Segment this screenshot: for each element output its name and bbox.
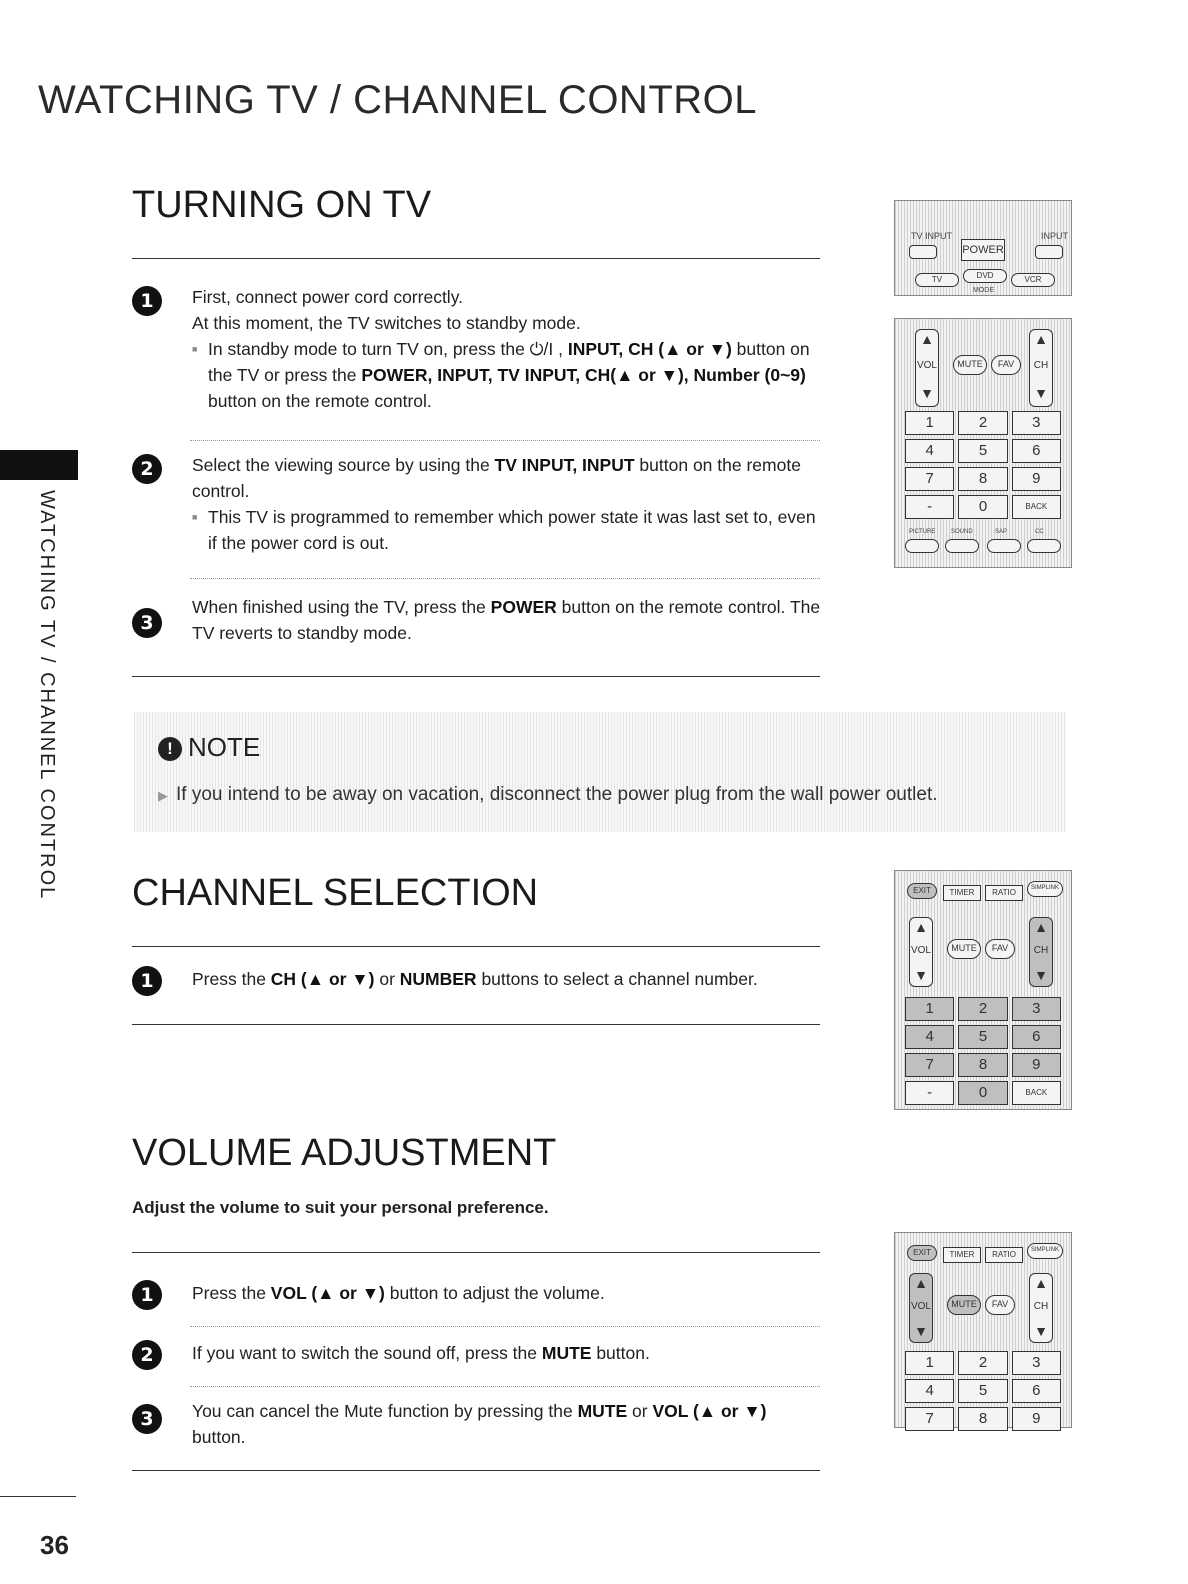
picture-button xyxy=(905,539,939,553)
sap-button xyxy=(987,539,1021,553)
note-heading: ! NOTE xyxy=(158,732,260,763)
ratio-button: RATIO xyxy=(985,885,1023,901)
remote-illustration-top: TV INPUT INPUT POWER TV DVD VCR MODE xyxy=(894,200,1072,296)
dotted-divider xyxy=(190,1326,820,1327)
channel-selection-title: CHANNEL SELECTION xyxy=(132,872,539,914)
step-number: 2 xyxy=(132,1340,162,1370)
volume-subtitle: Adjust the volume to suit your personal preference. xyxy=(132,1198,549,1217)
vol-rocker: ▲ VOL ▼ xyxy=(909,1273,933,1343)
dotted-divider xyxy=(190,440,820,441)
mute-button: MUTE xyxy=(953,355,987,375)
step-text: When finished using the TV, press the POWER button on the remote control. The TV reverts to standby mode. xyxy=(192,597,821,643)
step-text: Press the VOL (▲ or ▼) button to adjust the volume. xyxy=(192,1283,605,1303)
dvd-mode-button: DVD xyxy=(963,269,1007,283)
turning-on-title: TURNING ON TV xyxy=(132,184,432,226)
tv-input-button xyxy=(909,245,937,259)
divider xyxy=(132,258,820,259)
timer-button: TIMER xyxy=(943,1247,981,1263)
step-number: 3 xyxy=(132,608,162,638)
tv-mode-button: TV xyxy=(915,273,959,287)
power-symbol-icon: ⏻ xyxy=(529,339,544,359)
vol-rocker: ▲ VOL ▼ xyxy=(909,917,933,987)
power-button: POWER xyxy=(961,239,1005,261)
cc-button xyxy=(1027,539,1061,553)
dotted-divider xyxy=(190,1386,820,1387)
step-text: First, connect power cord correctly. xyxy=(192,287,464,307)
simplink-button: SIMPLINK xyxy=(1027,1243,1063,1259)
step-number: 1 xyxy=(132,966,162,996)
input-button xyxy=(1035,245,1063,259)
note-text: ▶ If you intend to be away on vacation, disconnect the power plug from the wall power outlet. xyxy=(158,784,938,806)
step-text: Select the viewing source by using the TV INPUT, INPUT button on the remote control. xyxy=(192,455,801,501)
ratio-button: RATIO xyxy=(985,1247,1023,1263)
side-tab xyxy=(35,490,65,901)
dotted-divider xyxy=(190,578,820,579)
fav-button: FAV xyxy=(991,355,1021,375)
number-keypad: 1 2 3 4 5 6 7 8 9 - 0 BACK xyxy=(905,411,1061,519)
exclamation-icon: ! xyxy=(158,737,182,761)
step-text: Press the CH (▲ or ▼) or NUMBER buttons to select a channel number. xyxy=(192,969,758,989)
ch-rocker: ▲ CH ▼ xyxy=(1029,329,1053,407)
step-number: 3 xyxy=(132,1404,162,1434)
page-title: WATCHING TV / CHANNEL CONTROL xyxy=(38,78,757,122)
vol-rocker: ▲ VOL ▼ xyxy=(915,329,939,407)
note-box xyxy=(134,712,1066,832)
remote-illustration-volume xyxy=(894,1232,1072,1428)
page-number: 36 xyxy=(40,1530,69,1560)
exit-button: EXIT xyxy=(907,1245,937,1261)
side-tab-label: WATCHING TV / CHANNEL CONTROL xyxy=(36,490,58,901)
divider xyxy=(132,1252,820,1253)
ch-rocker: ▲ CH ▼ xyxy=(1029,917,1053,987)
number-keypad: 1 2 3 4 5 6 7 8 9 - 0 BACK xyxy=(905,997,1061,1105)
remote-illustration-channel xyxy=(894,870,1072,1110)
page-number-rule xyxy=(0,1496,76,1497)
divider xyxy=(132,946,820,947)
number-keypad: 1 2 3 4 5 6 7 8 9 xyxy=(905,1351,1061,1431)
step-bullet: ■ In standby mode to turn TV on, press the ⏻/I , INPUT, CH (▲ or ▼) button on the TV or press the POWER, INPUT, TV INPUT, CH(▲ or ▼), Number (0~9) button on the remote control. xyxy=(192,336,822,414)
step-text: At this moment, the TV switches to standby mode. xyxy=(192,313,581,333)
sound-button xyxy=(945,539,979,553)
step-bullet: ■ This TV is programmed to remember which power state it was last set to, even if the power cord is out. xyxy=(192,504,822,556)
divider xyxy=(132,1470,820,1471)
step-text: If you want to switch the sound off, press the MUTE button. xyxy=(192,1343,650,1363)
step-number: 1 xyxy=(132,1280,162,1310)
step-number: 2 xyxy=(132,454,162,484)
simplink-button: SIMPLINK xyxy=(1027,881,1063,897)
fav-button: FAV xyxy=(985,939,1015,959)
timer-button: TIMER xyxy=(943,885,981,901)
ch-rocker: ▲ CH ▼ xyxy=(1029,1273,1053,1343)
volume-title: VOLUME ADJUSTMENT xyxy=(132,1132,557,1174)
side-tab-marker xyxy=(0,450,78,480)
exit-button: EXIT xyxy=(907,883,937,899)
divider xyxy=(132,1024,820,1025)
divider xyxy=(132,676,820,677)
mute-button: MUTE xyxy=(947,939,981,959)
step-number: 1 xyxy=(132,286,162,316)
vcr-mode-button: VCR xyxy=(1011,273,1055,287)
fav-button: FAV xyxy=(985,1295,1015,1315)
step-text: You can cancel the Mute function by pressing the MUTE or VOL (▲ or ▼) button. xyxy=(192,1401,767,1447)
remote-illustration-middle: ▲ VOL ▼ MUTE FAV ▲ CH ▼ 1 2 3 4 5 6 7 8 9 - 0 BACK PICTURE SOUND SAP CC xyxy=(894,318,1072,568)
mute-button: MUTE xyxy=(947,1295,981,1315)
